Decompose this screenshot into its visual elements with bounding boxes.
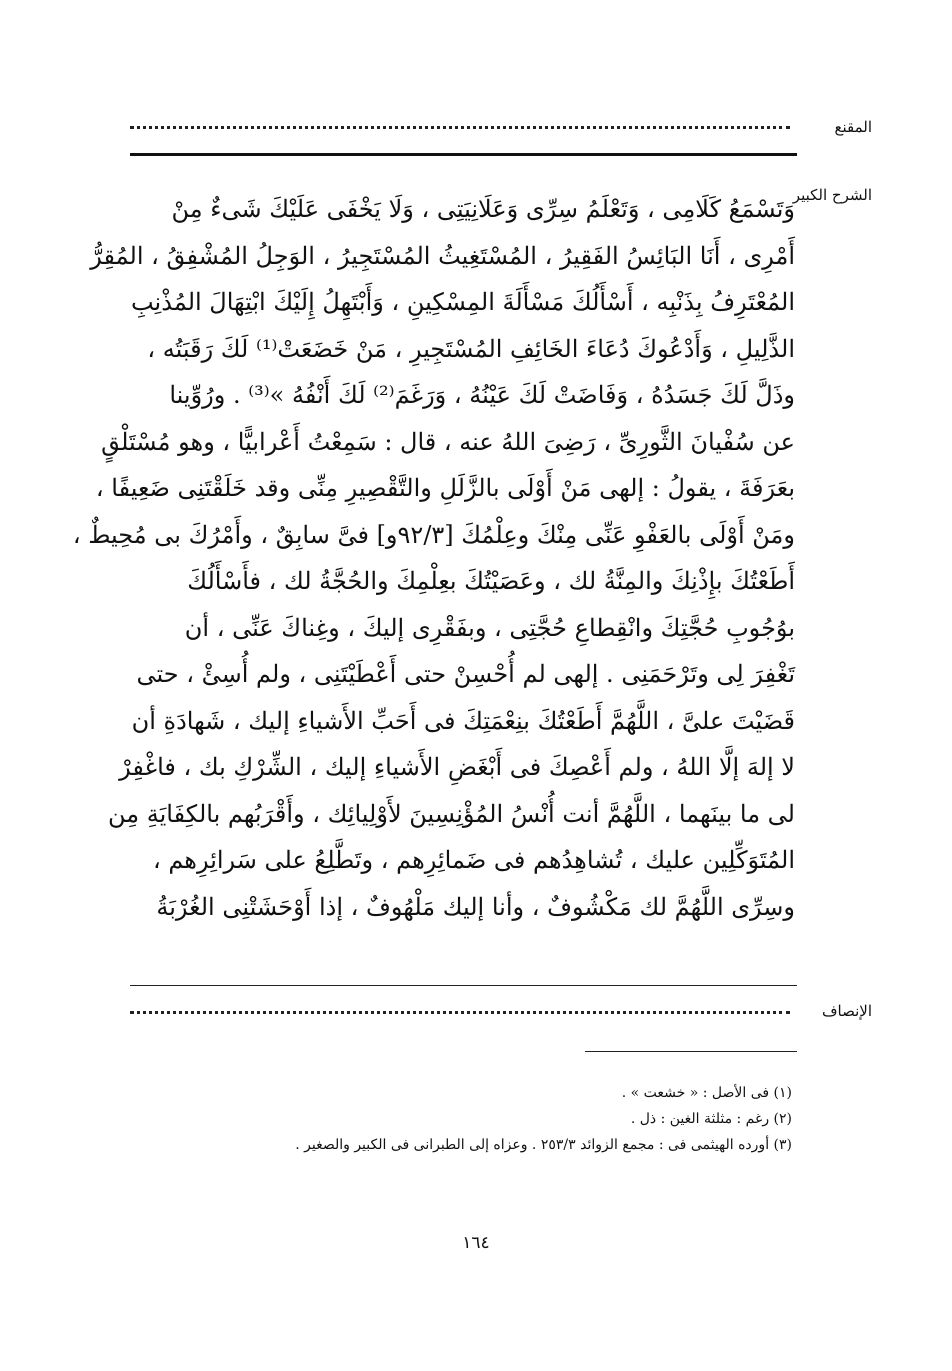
footnotes	[180, 1080, 792, 1158]
header-rule	[130, 153, 797, 156]
text-line: أَطَعْتُكَ بإِذْنِكَ والمِنَّةُ لك ، وعَصَيْتُكَ بعِلْمِكَ والحُجَّةُ لك ، فأَسْأَلُكَ	[187, 567, 795, 595]
footnote: (٢) رغم : مثلثة الغين : ذل .	[630, 1111, 792, 1127]
sharh-kabir-label: الشرح الكبير	[792, 186, 872, 204]
insaf-dotted-line	[130, 1011, 790, 1014]
text-line: لى ما بينَهما ، اللَّهُمَّ أنت أُنْسُ المُؤْنِسِينَ لأَوْلِيائِك ، وأَقْرَبُهم بالكِفَايَةِ مِن	[107, 799, 795, 828]
text-line: المُعْتَرِفُ بِذَنْبِه ، أَسْأَلُكَ مَسْأَلَةَ المِسْكِينِ ، وَأَبْتَهِلُ إِلَيْكَ ابْتِهَالَ المُذْنِبِ	[130, 288, 795, 316]
footnote-rule	[585, 1051, 797, 1052]
text-line: ومَنْ أَوْلَى بالعَفْوِ عَنِّى مِنْكَ وعِلْمُكَ [٩٢/٣و] فىَّ سابِقٌ ، وأَمْرُكَ بى مُحِيطٌ ،	[72, 520, 795, 549]
main-text-block	[72, 186, 795, 930]
section-divider	[130, 985, 797, 986]
header-dotted-line	[130, 126, 790, 129]
text-line: وذَلَّ لَكَ جَسَدُهُ ، وَفَاضَتْ لَكَ عَيْنُهُ ، وَرَغَمَ⁽²⁾ لَكَ أَنْفُهُ »⁽³⁾ . ورُوِّينا	[169, 381, 795, 409]
text-line: أَمْرِى ، أَنَا البَائِسُ الفَقِيرُ ، المُسْتَغِيثُ المُسْتَجِيرُ ، الوَجِلُ المُشْفِقُ ، المُقِرُّ	[90, 241, 795, 270]
text-line: لا إلهَ إلَّا اللهُ ، ولم أَعْصِكَ فى أَبْغَضِ الأَشياءِ إليك ، الشِّرْكِ بك ، فاغْفِرْ	[119, 753, 795, 781]
header-label: المقنع	[834, 118, 872, 136]
footnote: (٣) أورده الهيثمى فى : مجمع الزوائد ٢٥٣/٣ . وعزاه إلى الطبرانى فى الكبير والصغير .	[295, 1137, 792, 1153]
page-number: ١٦٤	[462, 1233, 490, 1253]
text-line: بوُجُوبِ حُجَّتِكَ وانْقِطاعِ حُجَّتِى ، وبفَقْرِى إليكَ ، وغِناكَ عَنِّى ، أن	[184, 613, 795, 642]
insaf-label: الإنصاف	[821, 1002, 872, 1020]
text-line: وسِرِّى اللَّهُمَّ لك مَكْشُوفٌ ، وأنا إليك مَلْهُوفٌ ، إذا أَوْحَشَتْنِى الغُرْبَةُ	[156, 892, 795, 921]
text-line: بعَرَفَةَ ، يقولُ : إلهى مَنْ أَوْلَى بالزَّلَلِ والتَّقْصِيرِ مِنِّى وقد خَلَقْتَنِى ضَعِيفًا ،	[95, 474, 795, 502]
text-line: المُتَوَكِّلِين عليك ، تُشاهِدُهم فى ضَمائِرِهم ، وتَطَّلِعُ على سَرائِرِهم ،	[152, 846, 795, 874]
text-line: وَتَسْمَعُ كَلَامِى ، وَتَعْلَمُ سِرِّى وَعَلَانِيَتِى ، وَلَا يَخْفَى عَلَيْكَ شَىءٌ مِنْ	[171, 195, 795, 223]
text-line: عن سُفْيانَ الثَّورِىِّ ، رَضِىَ اللهُ عنه ، قال : سَمِعْتُ أَعْرابيًّا ، وهو مُسْتَلْقٍ	[101, 427, 795, 456]
text-line: قَضَيْتَ علىَّ ، اللَّهُمَّ أَطَعْتُكَ بنِعْمَتِكَ فى أَحَبِّ الأَشياءِ إليك ، شَهادَةِ أن	[131, 706, 795, 735]
text-line: تَغْفِرَ لِى وتَرْحَمَنِى . إلهى لم أُحْسِنْ حتى أَعْطَيْتَنِى ، ولم أُسِئْ ، حتى	[136, 660, 795, 688]
text-line: الذَّلِيلِ ، وَأَدْعُوكَ دُعَاءَ الخَائِفِ المُسْتَجِيرِ ، مَنْ خَضَعَتْ⁽¹⁾ لَكَ رَقَبَتُه ،	[147, 334, 795, 363]
footnote: (١) فى الأصل : « خشعت » .	[621, 1085, 792, 1101]
